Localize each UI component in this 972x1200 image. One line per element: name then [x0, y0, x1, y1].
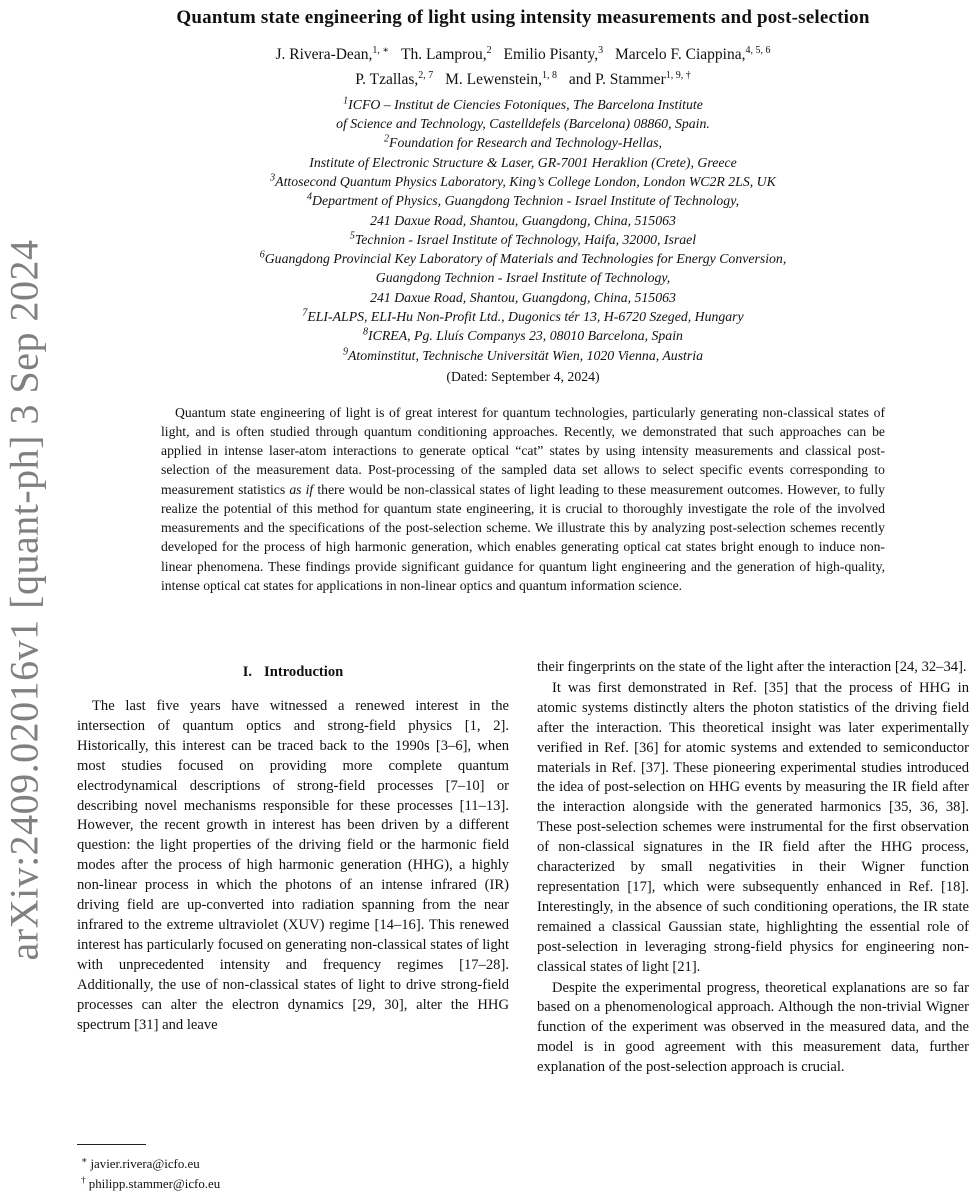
footnote-rule [77, 1144, 146, 1145]
dated-line: (Dated: September 4, 2024) [446, 368, 600, 384]
footnote-symbol: ∗ [81, 1155, 88, 1166]
affiliation-text: Foundation for Research and Technology-Hellas, [389, 135, 662, 151]
affiliation-superscript: 2 [384, 133, 390, 145]
author-name: Th. Lamprou, [401, 45, 487, 63]
affiliation-text: 241 Daxue Road, Shantou, Guangdong, China, 515063 [370, 212, 676, 228]
intro-paragraph-3: Despite the experimental progress, theoretical explanations are so far based on a phenomenological approach. Although the non-trivial Wigner function of the experiment was observed in the measured data, and the model is in good agreement with this measurement data, further explanation of the post-selection approach is crucial. [537, 979, 969, 1076]
right-column [537, 658, 969, 1200]
footnote-email-corresponding [77, 1154, 509, 1174]
affiliation-text: of Science and Technology, Castelldefels (Barcelona) 08860, Spain. [336, 116, 710, 132]
author-rivera-dean [275, 46, 389, 63]
affiliation-line [77, 346, 969, 365]
affiliation-superscript: 1 [343, 95, 349, 107]
affiliation-line [77, 211, 969, 230]
intro-paragraph-2: It was first demonstrated in Ref. [35] that the process of HHG in atomic systems distinctly alters the photon statistics of the driving field after the interaction. This theoretical insight was later experimentally verified in Ref. [36] for atomic systems and extended to semiconductor materials in Ref. [37]. These pioneering experimental studies introduced the idea of post-selection on HHG events by measuring the IR field after the interaction alongside with the generated harmonics [35, 36, 38]. These post-selection schemes were instrumental for the first observation of non-classical signatures in the IR field after the HHG process, characterized by small negativities in their Wigner function representation [17], which were subsequently enhanced in Ref. [18]. Interestingly, in the absence of such conditioning operations, the IR state remained a classical Gaussian state, highlighting the essential role of post-selection in leveraging strong-field physics for engineering non-classical states of light [21]. [537, 679, 969, 975]
affiliation-text: Guangdong Provincial Key Laboratory of Materials and Technologies for Energy Conversion, [264, 251, 787, 267]
intro-paragraph-continuation: their fingerprints on the state of the light after the interaction [24, 32–34]. [537, 659, 967, 675]
author-superscript: 1, 9, † [665, 69, 691, 81]
author-name: J. Rivera-Dean, [275, 45, 373, 63]
footnote-symbol: † [81, 1175, 86, 1186]
affiliation-text: Institute of Electronic Structure & Laser, GR-7001 Heraklion (Crete), Greece [309, 154, 737, 170]
abstract-text: there would be non-classical states of light leading to these measurement outcomes. However, to fully realize the potential of this method for quantum state engineering, it is crucial to thoroughly investigate the role of the involved measurements and the specifications of the post-selection scheme. We illustrate this by analyzing post-selection schemes recently developed for the process of high harmonic generation, which enables generating optical cat states bright enough to induce non-linear phenomena. These findings provide significant guidance for quantum light engineering and the generation of high-quality, intense optical cat states for applications in non-linear optics and quantum information science. [161, 481, 886, 593]
affiliation-superscript: 6 [259, 249, 265, 261]
author-ciappina [615, 46, 770, 63]
footnote-email-text: philipp.stammer@icfo.eu [88, 1177, 221, 1191]
author-block [77, 42, 969, 92]
affiliation-text: ELI-ALPS, ELI-Hu Non-Profit Ltd., Dugonics tér 13, H-6720 Szeged, Hungary [307, 308, 744, 324]
left-column [77, 658, 509, 1200]
abstract [161, 403, 885, 595]
footnote-email-text: javier.rivera@icfo.eu [90, 1157, 200, 1171]
author-superscript: 1, ∗ [372, 44, 390, 56]
arxiv-stamp: arXiv:2409.02016v1 [quant-ph] 3 Sep 2024 [1, 239, 47, 961]
affiliation-text: 241 Daxue Road, Shantou, Guangdong, China, 515063 [370, 289, 676, 305]
affiliation-line [77, 153, 969, 172]
section-number: I. [242, 664, 253, 680]
author-line-2 [77, 67, 969, 92]
affiliation-text: Technion - Israel Institute of Technology, Haifa, 32000, Israel [354, 231, 697, 247]
affiliation-line [77, 172, 969, 191]
affiliation-line [77, 191, 969, 210]
affiliation-text: ICFO – Institut de Ciencies Fotoniques, The Barcelona Institute [348, 96, 703, 112]
affiliation-superscript: 7 [302, 307, 308, 319]
author-pisanty [504, 46, 604, 63]
footnote-block [77, 1144, 509, 1200]
footnote-email-corresponding-2 [77, 1174, 509, 1194]
two-column-body [77, 658, 969, 1200]
affiliation-text: ICREA, Pg. Lluís Companys 23, 08010 Barcelona, Spain [368, 328, 683, 344]
section-heading-introduction [77, 664, 509, 681]
author-lewenstein [445, 71, 557, 88]
author-superscript: 2 [486, 44, 492, 56]
abstract-emphasis: as if [289, 481, 314, 497]
affiliation-text: Attosecond Quantum Physics Laboratory, King’s College London, London WC2R 2LS, UK [275, 173, 776, 189]
author-line-1 [77, 42, 969, 67]
author-name: Marcelo F. Ciappina, [615, 45, 746, 63]
affiliation-line [77, 230, 969, 249]
affiliation-line [77, 249, 969, 268]
author-name: Emilio Pisanty, [503, 45, 599, 63]
affiliation-superscript: 8 [363, 326, 369, 338]
affiliation-superscript: 4 [306, 191, 312, 203]
affiliation-text: Guangdong Technion - Israel Institute of Technology, [375, 270, 671, 286]
affiliation-line [77, 114, 969, 133]
paper-content [77, 0, 969, 1200]
abstract-text: Quantum state engineering of light is of great interest for quantum technologies, particularly generating non-classical states of light, and is often studied through quantum conditioning approaches. Recently, we demonstrated that such approaches can be applied in intense laser-atom interactions to generate optical “cat” states by using intensity measurements and classical post-selection of the measurement data. Post-processing of the sampled data set allows to select specific events corresponding to measurement statistics [161, 404, 885, 497]
author-superscript: 2, 7 [418, 69, 434, 81]
affiliation-line [77, 307, 969, 326]
section-title: Introduction [264, 664, 344, 680]
intro-paragraph-1: The last five years have witnessed a renewed interest in the intersection of quantum optics and strong-field physics [1, 2]. Historically, this interest can be traced back to the 1990s [3–6], when most studies focused on providing more complete quantum electrodynamical descriptions of strong-field processes [7–10] or describing novel mechanisms responsible for these processes [11–13]. However, the recent growth in interest has been driven by a different question: the light properties of the driving field or the harmonic field modes after the process of high harmonic generation (HHG), a highly non-linear process in which the photons of an intense infrared (IR) driving field are up-converted into radiation spanning from the near infrared to the extreme ultraviolet (XUV) regime [14–16]. This renewed interest has particularly focused on generating non-classical states of light with unprecedented intensity and frequency regimes [17–28]. Additionally, the use of non-classical states of light to drive strong-field processes can alter the electron dynamics [29, 30], alter the HHG spectrum [31] and leave [77, 698, 509, 1033]
affiliation-line [77, 95, 969, 114]
affiliation-block [77, 95, 969, 365]
affiliation-superscript: 3 [270, 172, 276, 184]
author-stammer [569, 71, 691, 88]
author-lamprou [401, 46, 492, 63]
author-superscript: 3 [598, 44, 604, 56]
author-name: P. Tzallas, [355, 70, 419, 88]
author-superscript: 1, 8 [541, 69, 557, 81]
author-name: M. Lewenstein, [445, 70, 542, 88]
affiliation-line [77, 288, 969, 307]
affiliation-text: Department of Physics, Guangdong Technion - Israel Institute of Technology, [311, 193, 740, 209]
paper-title: Quantum state engineering of light using intensity measurements and post-selection [176, 7, 870, 28]
author-name: and P. Stammer [568, 70, 666, 88]
affiliation-superscript: 5 [349, 230, 355, 242]
author-tzallas [355, 71, 433, 88]
author-superscript: 4, 5, 6 [745, 44, 771, 56]
affiliation-line [77, 268, 969, 287]
affiliation-superscript: 9 [343, 345, 348, 357]
affiliation-text: Atominstitut, Technische Universität Wien, 1020 Vienna, Austria [348, 347, 703, 363]
affiliation-line [77, 326, 969, 345]
affiliation-line [77, 133, 969, 152]
